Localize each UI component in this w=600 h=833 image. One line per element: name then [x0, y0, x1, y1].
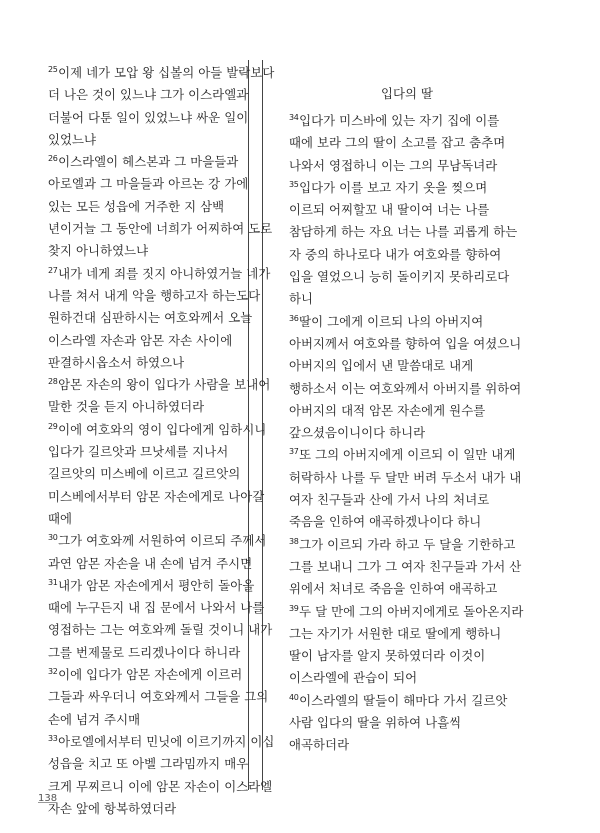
verse: [289, 690, 525, 757]
verse-number: 31: [48, 577, 58, 587]
section-heading: 입다의 딸: [380, 86, 434, 101]
verse-text: 이제 네가 모압 왕 십볼의 아들 발락보다 더 나은 것이 있느냐 그가 이스라엘과 더불어 다툰 일이 있었느냐 싸운 일이 있었느냐: [48, 65, 275, 147]
verse-number: 39: [289, 603, 299, 613]
page-number: 138: [38, 793, 58, 804]
verse-number: 29: [48, 421, 58, 431]
verse-number: 35: [289, 179, 299, 189]
verse: [289, 311, 525, 445]
verse-number: 36: [289, 313, 299, 323]
verse: [48, 664, 276, 731]
verse: [48, 62, 276, 151]
verse-text: 암몬 자손의 왕이 입다가 사람을 보내어 말한 것을 듣지 아니하였더라: [48, 377, 271, 415]
verse: [48, 263, 276, 374]
verse-number: 32: [48, 667, 58, 677]
verse-text: 딸이 그에게 이르되 나의 아버지여 아버지께서 여호와를 향하여 입을 여셨으니 아버지의 입에서 낸 말씀대로 내게 행하소서 이는 여호와께서 아버지를 위하여 아버지의 대적 암몬 자손에게 원수를 갚으셨음이니이다 하니라: [289, 313, 522, 441]
verse: [289, 534, 525, 601]
verse-text: 내가 네게 죄를 짓지 아니하였거늘 네가 나를 쳐서 내게 악을 행하고자 하는도다 원하건대 심판하시는 여호와께서 오늘 이스라엘 자손과 암몬 자손 사이에 판결하시옵소서 하였으나: [48, 265, 271, 370]
verse-text: 입다가 미스바에 있는 자기 집에 이를 때에 보라 그의 딸이 소고를 잡고 춤추며 나와서 영접하니 이는 그의 무남독녀라: [289, 113, 506, 173]
verse-number: 26: [48, 154, 58, 164]
verse-text: 이스라엘이 헤스본과 그 마을들과 아로엘과 그 마을들과 아르논 강 가에 있는 모든 성읍에 거주한 지 삼백 년이거늘 그 동안에 너희가 어찌하여 도로 찾지 아니하였느냐: [48, 154, 273, 259]
verse: [48, 530, 276, 575]
verse-number: 27: [48, 265, 58, 275]
verse-text: 그가 이르되 가라 하고 두 달을 기한하고 그를 보내니 그가 그 여자 친구들과 가서 산 위에서 처녀로 죽음을 인하여 애곡하고: [289, 536, 522, 597]
verse: [48, 374, 276, 419]
right-column: [289, 62, 525, 757]
verse: [48, 151, 276, 262]
verse: [48, 575, 276, 664]
verse-text: 아로엘에서부터 민닛에 이르기까지 이십 성읍을 치고 또 아벨 그라밈까지 매우 크게 무찌르니 이에 암몬 자손이 이스라엘 자손 앞에 항복하였더라: [48, 733, 275, 816]
verse-number: 34: [289, 113, 299, 122]
verse: [289, 177, 525, 311]
verse-number: 40: [289, 692, 299, 702]
verse-text: 내가 암몬 자손에게서 평안히 돌아올 때에 누구든지 내 집 문에서 나와서 나를 영접하는 그는 여호와께 돌릴 것이니 내가 그를 번제물로 드리겠나이다 하니라: [48, 577, 273, 660]
verse-number: 30: [48, 533, 58, 543]
verse-text: 또 그의 아버지에게 이르되 이 일만 내게 허락하사 나를 두 달만 버려 두소서 내가 내 여자 친구들과 산에 가서 나의 처녀로 죽음을 인하여 애곡하겠나이다 하니: [289, 447, 522, 530]
verse-text: 이에 입다가 암몬 자손에게 이르러 그들과 싸우더니 여호와께서 그들을 그의 손에 넘겨 주시매: [48, 667, 269, 727]
verse: [289, 444, 525, 533]
left-column: [48, 62, 276, 820]
verse: [48, 419, 276, 530]
verse-number: 28: [48, 377, 58, 387]
verse-number: 33: [48, 733, 58, 743]
verse-text: 입다가 이를 보고 자기 옷을 찢으며 이르되 어찌할꼬 내 딸이여 너는 나를 참담하게 하는 자요 너는 나를 괴롭게 하는 자 중의 하나로다 내가 여호와를 향하여 입을 열었으니 능히 돌이키지 못하리로다 하니: [289, 179, 518, 307]
verse: [48, 731, 276, 820]
verse-number: 38: [289, 536, 299, 546]
verse: [289, 601, 525, 690]
verse-number: 25: [48, 65, 58, 74]
verse-text: 이스라엘의 딸들이 해마다 가서 길르앗 사람 입다의 딸을 위하여 나흘씩 애곡하더라: [289, 692, 508, 753]
verse-text: 그가 여호와께 서원하여 이르되 주께서 과연 암몬 자손을 내 손에 넘겨 주시면: [48, 533, 267, 571]
verse-text: 두 달 만에 그의 아버지에게로 돌아온지라 그는 자기가 서원한 대로 딸에게 행하니 딸이 남자를 알지 못하였더라 이것이 이스라엘에 관습이 되어: [289, 603, 524, 686]
verse: [289, 110, 525, 177]
verse-text: 이에 여호와의 영이 입다에게 임하시니 입다가 길르앗과 므낫세를 지나서 길르앗의 미스베에 이르고 길르앗의 미스베에서부터 암몬 자손에게로 나아갈 때에: [48, 421, 267, 526]
verse-number: 37: [289, 447, 299, 457]
